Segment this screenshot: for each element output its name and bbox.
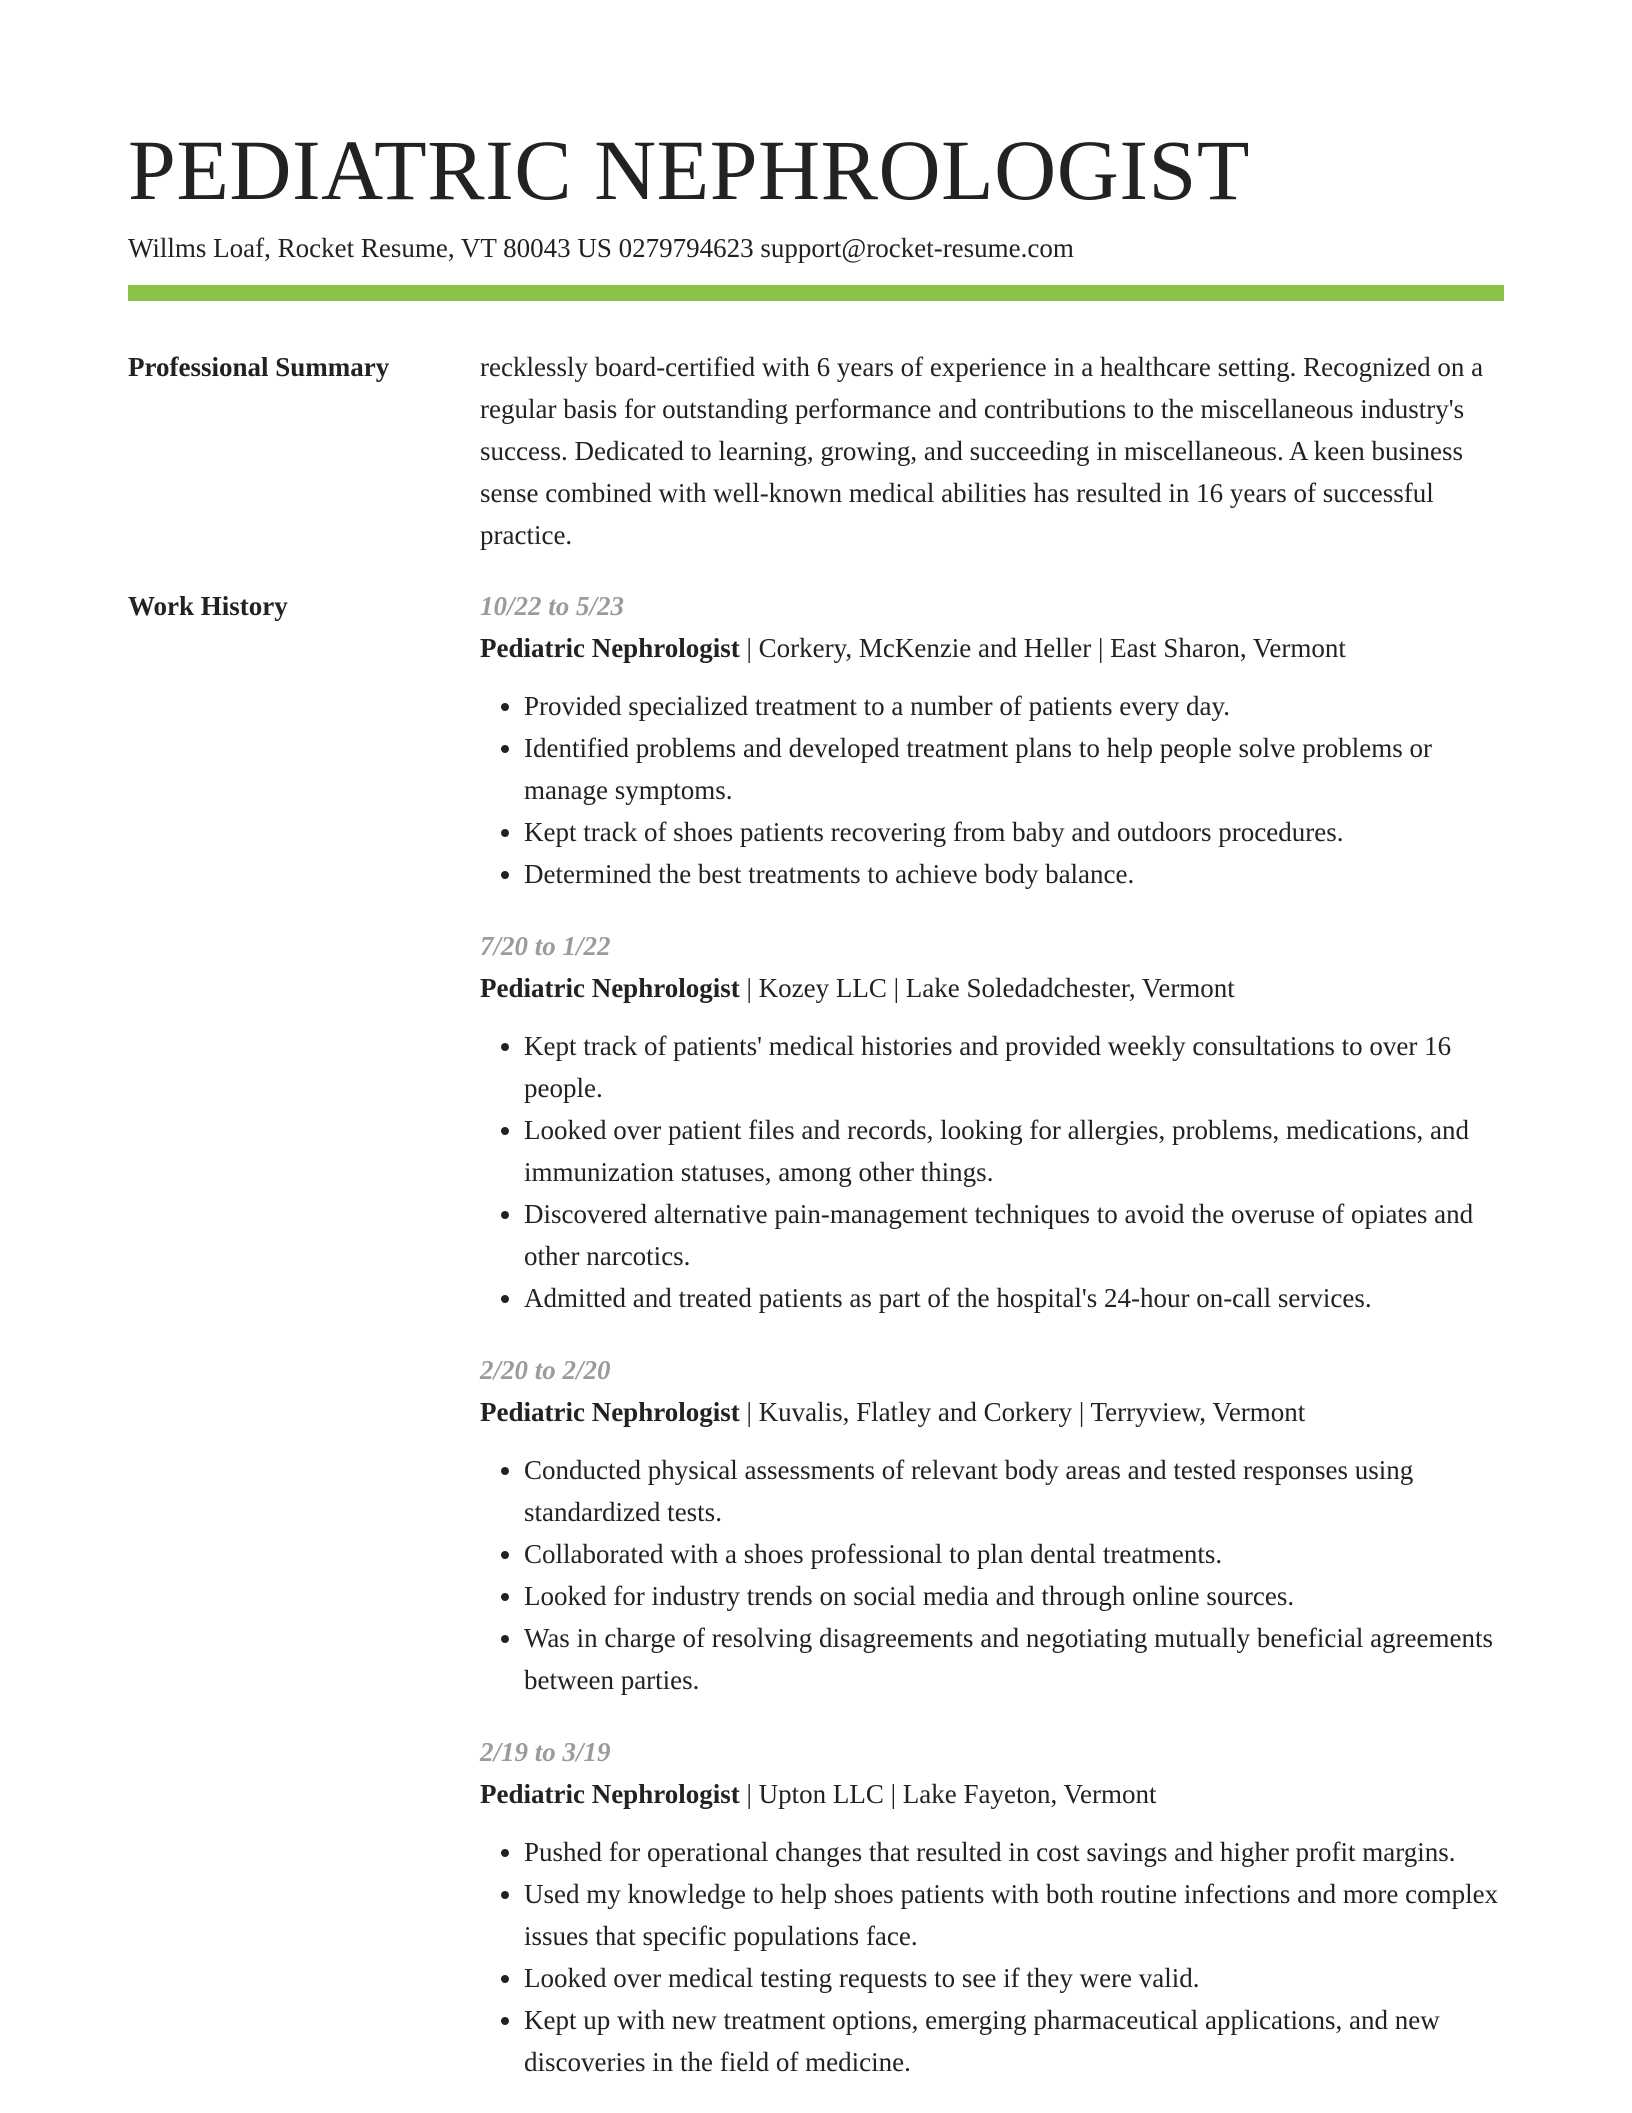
job-separator: |: [1072, 1397, 1091, 1427]
job-dates: 10/22 to 5/23: [480, 591, 625, 621]
page-title: PEDIATRIC NEPHROLOGIST: [128, 122, 1250, 218]
job-role: Pediatric Nephrologist: [480, 973, 740, 1003]
job-header: [480, 967, 1504, 1009]
job-role: Pediatric Nephrologist: [480, 633, 740, 663]
job-bullet: • Provided specialized treatment to a number of patients every day.: [524, 685, 1504, 727]
summary-section: [480, 346, 1504, 556]
job-company: Kozey LLC: [758, 973, 887, 1003]
job-bullet-list: [480, 1025, 1504, 1319]
job-dates: 2/19 to 3/19: [480, 1737, 611, 1767]
job-bullet-list: [480, 1449, 1504, 1701]
job-bullet: • Kept up with new treatment options, emerging pharmaceutical applications, and new discoveries in the field of medicine.: [524, 1999, 1504, 2083]
job-separator: |: [739, 1779, 759, 1809]
job-bullet: • Admitted and treated patients as part of the hospital's 24-hour on-call services.: [524, 1277, 1504, 1319]
job-role: Pediatric Nephrologist: [480, 1779, 740, 1809]
job-entry: [480, 1731, 1504, 2083]
job-bullet: • Collaborated with a shoes professional to plan dental treatments.: [524, 1533, 1504, 1575]
job-bullet: • Determined the best treatments to achieve body balance.: [524, 853, 1504, 895]
summary-label: Professional Summary: [128, 352, 390, 382]
job-company: Upton LLC: [758, 1779, 884, 1809]
work-history-label: Work History: [128, 591, 288, 621]
job-bullet: • Looked over medical testing requests to see if they were valid.: [524, 1957, 1504, 1999]
job-dates: 7/20 to 1/22: [480, 931, 611, 961]
job-header: [480, 1773, 1504, 1815]
job-separator: |: [739, 1397, 759, 1427]
job-bullet-list: [480, 685, 1504, 895]
job-bullet: • Kept track of patients' medical histories and provided weekly consultations to over 16 people.: [524, 1025, 1504, 1109]
job-location: East Sharon, Vermont: [1110, 633, 1346, 663]
contact-line: Willms Loaf, Rocket Resume, VT 80043 US 0279794623 support@rocket-resume.com: [128, 233, 1074, 263]
job-role: Pediatric Nephrologist: [480, 1397, 740, 1427]
job-location: Lake Soledadchester, Vermont: [905, 973, 1235, 1003]
job-bullet: • Identified problems and developed treatment plans to help people solve problems or manage symptoms.: [524, 727, 1504, 811]
job-separator: |: [1091, 633, 1111, 663]
job-bullet: • Was in charge of resolving disagreements and negotiating mutually beneficial agreements between parties.: [524, 1617, 1504, 1701]
job-entry: [480, 925, 1504, 1319]
job-separator: |: [739, 633, 759, 663]
job-company: Corkery, McKenzie and Heller: [758, 633, 1092, 663]
job-bullet-list: [480, 1831, 1504, 2083]
work-history-section: [480, 585, 1504, 2113]
accent-divider: [128, 285, 1504, 301]
job-header: [480, 627, 1504, 669]
job-bullet: • Kept track of shoes patients recovering from baby and outdoors procedures.: [524, 811, 1504, 853]
job-bullet: • Looked for industry trends on social media and through online sources.: [524, 1575, 1504, 1617]
job-separator: |: [739, 973, 759, 1003]
job-bullet: • Pushed for operational changes that resulted in cost savings and higher profit margins.: [524, 1831, 1504, 1873]
job-company: Kuvalis, Flatley and Corkery: [758, 1397, 1073, 1427]
job-entry: [480, 1349, 1504, 1701]
job-bullet: • Used my knowledge to help shoes patients with both routine infections and more complex issues that specific populations face.: [524, 1873, 1504, 1957]
job-bullet: • Looked over patient files and records, looking for allergies, problems, medications, and immunization statuses, among other things.: [524, 1109, 1504, 1193]
job-location: Lake Fayeton, Vermont: [902, 1779, 1157, 1809]
job-bullet: • Conducted physical assessments of relevant body areas and tested responses using standardized tests.: [524, 1449, 1504, 1533]
job-entry: [480, 585, 1504, 895]
job-bullet: • Discovered alternative pain-management techniques to avoid the overuse of opiates and other narcotics.: [524, 1193, 1504, 1277]
job-separator: |: [886, 973, 906, 1003]
job-dates: 2/20 to 2/20: [480, 1355, 611, 1385]
job-location: Terryview, Vermont: [1090, 1397, 1306, 1427]
job-header: [480, 1391, 1504, 1433]
summary-text: recklessly board-certified with 6 years of experience in a healthcare setting. Recognized on a regular basis for outstanding performance and contributions to the miscellaneous industry's success. Dedicated to learning, growing, and succeeding in miscellaneous. A keen business sense combined with well-known medical abilities has resulted in 16 years of successful practice.: [480, 352, 1484, 550]
job-separator: |: [883, 1779, 903, 1809]
